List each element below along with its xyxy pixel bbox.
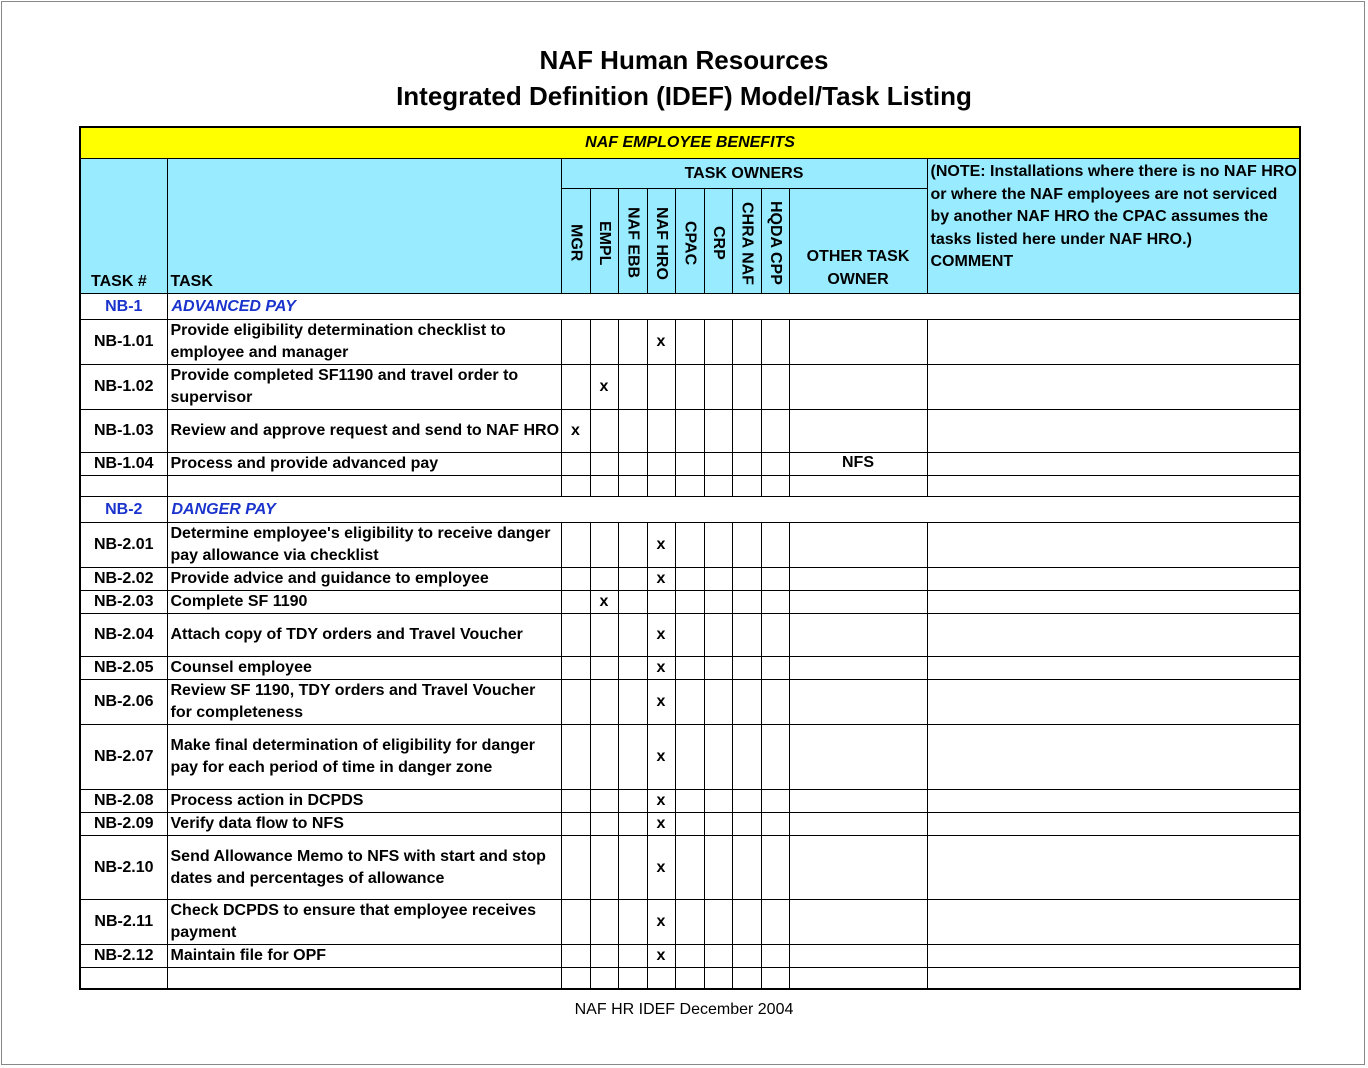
- owner-naf-hro: [647, 189, 675, 294]
- task-number: NB-2.05: [80, 657, 167, 680]
- table-row: [80, 945, 1300, 968]
- task-number: NB-2.08: [80, 790, 167, 813]
- owner-label: MGR: [567, 224, 585, 262]
- owner-mark: x: [647, 790, 675, 813]
- header-note-comment: [927, 159, 1300, 294]
- task-text: Maintain file for OPF: [167, 945, 561, 968]
- owner-label: NAF EBB: [624, 207, 642, 279]
- owner-mark: x: [590, 365, 618, 410]
- section-row: [80, 497, 1300, 523]
- blank-row: [80, 968, 1300, 989]
- table-row: [80, 453, 1300, 476]
- owner-mark: x: [647, 680, 675, 725]
- owner-mark: x: [647, 836, 675, 900]
- section-title: ADVANCED PAY: [167, 294, 1300, 320]
- task-number: NB-2.07: [80, 725, 167, 790]
- header-row-top: [80, 159, 1300, 189]
- task-number: NB-1.03: [80, 410, 167, 453]
- section-title: DANGER PAY: [167, 497, 1300, 523]
- table-row: [80, 680, 1300, 725]
- task-number: NB-2.02: [80, 568, 167, 591]
- owner-mark: x: [647, 945, 675, 968]
- owner-mark: x: [647, 725, 675, 790]
- owner-mark: x: [647, 900, 675, 945]
- task-text: Provide eligibility determination checklist to employee and manager: [167, 320, 561, 365]
- task-text: Provide advice and guidance to employee: [167, 568, 561, 591]
- table-row: [80, 900, 1300, 945]
- task-text: Determine employee's eligibility to receive danger pay allowance via checklist: [167, 523, 561, 568]
- other-task-owner: NFS: [789, 453, 927, 476]
- section-row: [80, 294, 1300, 320]
- owner-mark: x: [647, 523, 675, 568]
- task-number: NB-2.04: [80, 614, 167, 657]
- table-row: [80, 591, 1300, 614]
- task-number: NB-1.01: [80, 320, 167, 365]
- owner-mark: x: [647, 813, 675, 836]
- task-number: NB-2.09: [80, 813, 167, 836]
- owner-empl: [590, 189, 618, 294]
- task-text: Attach copy of TDY orders and Travel Voucher: [167, 614, 561, 657]
- task-text: Verify data flow to NFS: [167, 813, 561, 836]
- table-row: [80, 320, 1300, 365]
- blank-row: [80, 476, 1300, 497]
- header-other-task-owner: [789, 189, 927, 294]
- owner-cpac: [675, 189, 704, 294]
- section-code: NB-2: [80, 497, 167, 523]
- header-note: (NOTE: Installations where there is no NAF HRO or where the NAF employees are not serviced by another NAF HRO the CPAC assumes the tasks listed here under NAF HRO.): [930, 163, 1297, 248]
- owner-hqda-cpp: [761, 189, 789, 294]
- task-number: NB-2.11: [80, 900, 167, 945]
- table-row: [80, 790, 1300, 813]
- task-number: NB-1.02: [80, 365, 167, 410]
- task-number: NB-2.01: [80, 523, 167, 568]
- owner-chra-naf: [732, 189, 761, 294]
- task-number: NB-2.03: [80, 591, 167, 614]
- owner-label: EMPL: [596, 220, 613, 266]
- table-row: [80, 365, 1300, 410]
- task-text: Process and provide advanced pay: [167, 453, 561, 476]
- task-text: Make final determination of eligibility for danger pay for each period of time in danger zone: [167, 725, 561, 790]
- table-row: [80, 813, 1300, 836]
- banner-title: NAF EMPLOYEE BENEFITS: [80, 127, 1300, 159]
- owner-label: NAF HRO: [653, 206, 670, 280]
- task-text: Complete SF 1190: [167, 591, 561, 614]
- task-text: Review SF 1190, TDY orders and Travel Voucher for completeness: [167, 680, 561, 725]
- table-row: [80, 657, 1300, 680]
- owner-label: CRP: [710, 226, 727, 260]
- owner-mgr: [561, 189, 590, 294]
- task-number: NB-2.06: [80, 680, 167, 725]
- owner-mark: x: [590, 591, 618, 614]
- owner-mark: x: [647, 657, 675, 680]
- task-text: Process action in DCPDS: [167, 790, 561, 813]
- task-text: Send Allowance Memo to NFS with start and stop dates and percentages of allowance: [167, 836, 561, 900]
- owner-mark: x: [561, 410, 590, 453]
- task-text: Provide completed SF1190 and travel order to supervisor: [167, 365, 561, 410]
- document-subtitle: Integrated Definition (IDEF) Model/Task Listing: [396, 81, 972, 111]
- other-owner-line1: OTHER TASK: [806, 248, 910, 265]
- table-row: [80, 836, 1300, 900]
- task-text: Review and approve request and send to NAF HRO: [167, 410, 561, 453]
- header-task-owners: TASK OWNERS: [561, 159, 927, 189]
- owner-label: CPAC: [681, 220, 699, 266]
- owner-naf-ebb: [618, 189, 647, 294]
- banner-row: [80, 127, 1300, 159]
- table-row: [80, 410, 1300, 453]
- task-number: NB-2.10: [80, 836, 167, 900]
- owner-mark: x: [647, 320, 675, 365]
- table-row: [80, 523, 1300, 568]
- owner-label: HQDA CPP: [767, 201, 784, 285]
- task-number: NB-1.04: [80, 453, 167, 476]
- header-task-number: TASK #: [80, 159, 167, 294]
- task-text: Check DCPDS to ensure that employee receives payment: [167, 900, 561, 945]
- task-text: Counsel employee: [167, 657, 561, 680]
- other-owner-line2: OWNER: [827, 271, 889, 288]
- document-title: NAF Human Resources: [539, 45, 829, 75]
- owner-label: CHRA NAF: [738, 201, 756, 285]
- header-comment: COMMENT: [930, 253, 1014, 270]
- header-task: TASK: [167, 159, 561, 294]
- table-row: [80, 725, 1300, 790]
- owner-mark: x: [647, 568, 675, 591]
- owner-crp: [704, 189, 732, 294]
- table-row: [80, 568, 1300, 591]
- section-code: NB-1: [80, 294, 167, 320]
- table-row: [80, 614, 1300, 657]
- task-number: NB-2.12: [80, 945, 167, 968]
- page-footer: NAF HR IDEF December 2004: [574, 1001, 794, 1018]
- owner-mark: x: [647, 614, 675, 657]
- task-listing-table: [79, 126, 1301, 990]
